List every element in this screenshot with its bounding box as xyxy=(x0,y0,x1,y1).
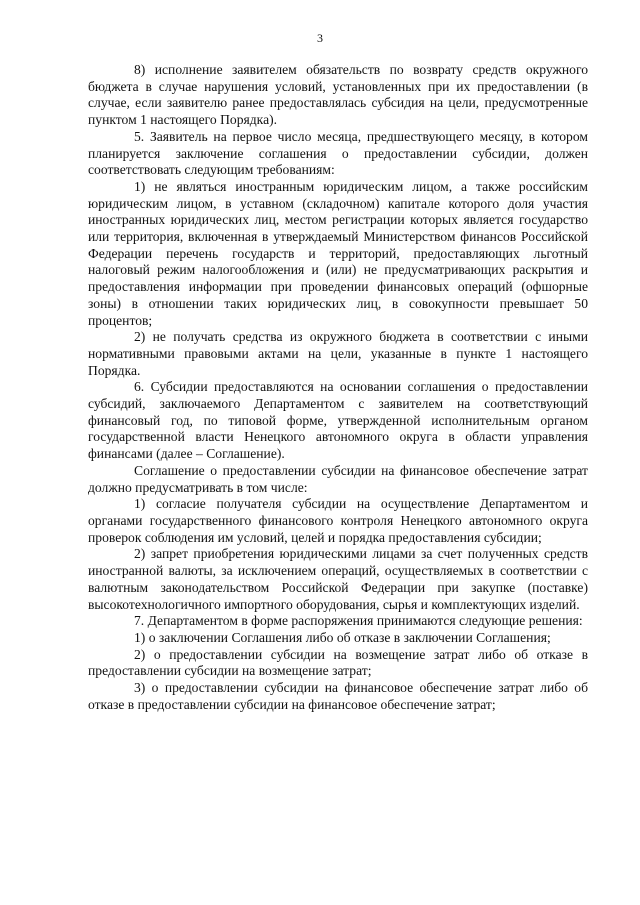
paragraph-agreement-item-2: 2) запрет приобретения юридическими лицами за счет полученных средств иностранной валюты, за исключением операций, осуществляемых в соответствии с валютным законодательством Российской Федерации при закупке (поставке) высокотехнологичного импортного оборудования, сырья и комплектующих изделий. xyxy=(88,546,588,612)
paragraph-clause-7: 7. Департаментом в форме распоряжения принимаются следующие решения: xyxy=(134,613,583,629)
paragraph-agreement-terms: Соглашение о предоставлении субсидии на финансовое обеспечение затрат должно предусматривать в том числе: xyxy=(88,462,588,495)
paragraph-agreement-item-1: 1) согласие получателя субсидии на осуществление Департаментом и органами государственного финансового контроля Ненецкого автономного округа проверок соблюдения им условий, целей и порядка предоставления субсидии; xyxy=(88,496,588,545)
paragraph-clause-7-item-2: 2) о предоставлении субсидии на возмещение затрат либо об отказе в предоставлении субсидии на возмещение затрат; xyxy=(88,646,588,679)
paragraph-clause-5-item-1: 1) не являться иностранным юридическим лицом, а также российским юридическим лицом, в уставном (складочном) капитале которого доля участия иностранных юридических лиц, местом регистрации которых является государство или территория, включенная в утверждаемый Министерством финансов Российской Федерации перечень государств и территорий, предоставляющих льготный налоговый режим налогообложения и (или) не предусматривающих раскрытия и предоставления информации при проведении финансовых операций (офшорные зоны) в отношении таких юридических лиц, в совокупности превышает 50 процентов; xyxy=(88,178,588,328)
page-number: 3 xyxy=(317,31,323,45)
paragraph-clause-6: 6. Субсидии предоставляются на основании соглашения о предоставлении субсидий, заключаемого Департаментом с заявителем на соответствующий финансовый год, по типовой форме, утвержденной исполнительным органом государственной власти Ненецкого автономного округа в области управления финансами (далее – Соглашение). xyxy=(88,379,588,462)
paragraph-item-8-repayment: 8) исполнение заявителем обязательств по возврату средств окружного бюджета в случае нарушения условий, установленных при их предоставлении (в случае, если заявителю ранее предоставлялась субсидия на цели, предусмотренные пунктом 1 настоящего Порядка). xyxy=(88,62,588,128)
paragraph-clause-7-item-3: 3) о предоставлении субсидии на финансовое обеспечение затрат либо об отказе в предоставлении субсидии на финансовое обеспечение затрат; xyxy=(88,680,588,712)
paragraph-clause-7-item-1: 1) о заключении Соглашения либо об отказе в заключении Соглашения; xyxy=(134,629,551,645)
paragraph-clause-5: 5. Заявитель на первое число месяца, предшествующего месяцу, в котором планируется заключение соглашения о предоставлении субсидии, должен соответствовать следующим требованиям: xyxy=(88,128,588,178)
document-body xyxy=(88,62,588,713)
paragraph-clause-5-item-2: 2) не получать средства из окружного бюджета в соответствии с иными нормативными правовыми актами на цели, указанные в пункте 1 настоящего Порядка. xyxy=(88,329,588,378)
